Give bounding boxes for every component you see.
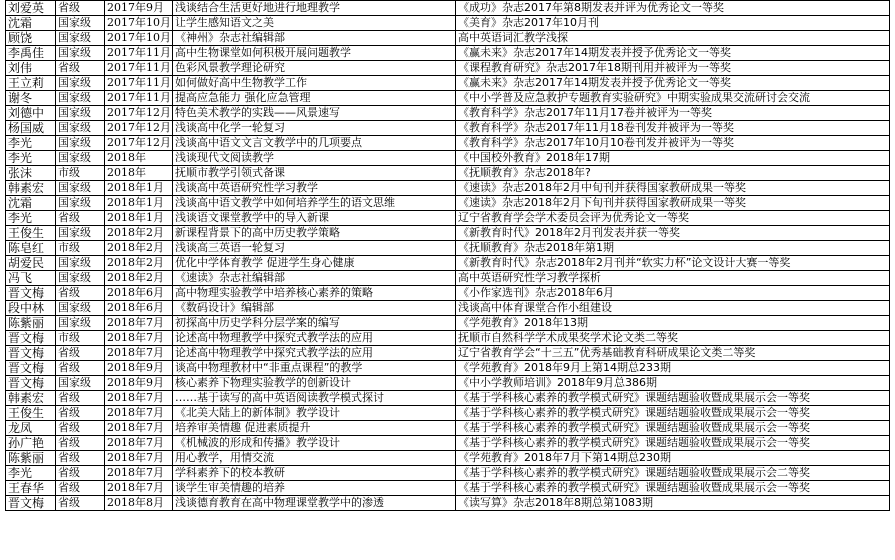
date-cell: 2018年9月 [105,376,173,391]
level-cell: 国家级 [56,151,105,166]
title-cell: 浅谈高中英语研究性学习教学 [173,181,456,196]
author-cell: 陈紫丽 [6,316,56,331]
title-cell: 核心素养下物理实验教学的创新设计 [173,376,456,391]
table-row [6,166,890,181]
level-cell: 国家级 [56,46,105,61]
level-cell: 国家级 [56,136,105,151]
date-cell: 2018年7月 [105,406,173,421]
title-cell: 《机械波的形成和传播》教学设计 [173,436,456,451]
date-cell: 2018年7月 [105,481,173,496]
author-cell: 冯飞 [6,271,56,286]
author-cell: 李光 [6,151,56,166]
author-cell: 李光 [6,466,56,481]
date-cell: 2018年9月 [105,361,173,376]
publication-cell: 《成功》杂志2017年第8期发表并评为优秀论文一等奖 [456,1,890,16]
table-row [6,31,890,46]
table-row [6,196,890,211]
level-cell: 省级 [56,211,105,226]
date-cell: 2018年7月 [105,451,173,466]
publication-cell: 《速读》杂志2018年2月中旬刊并获得国家教研成果一等奖 [456,181,890,196]
author-cell: 胡爱民 [6,256,56,271]
level-cell: 国家级 [56,376,105,391]
date-cell: 2018年7月 [105,346,173,361]
level-cell: 国家级 [56,31,105,46]
author-cell: 韩素宏 [6,181,56,196]
author-cell: 王俊生 [6,226,56,241]
author-cell: 晋文梅 [6,496,56,511]
date-cell: 2017年11月 [105,61,173,76]
title-cell: 提高应急能力 强化应急管理 [173,91,456,106]
level-cell: 国家级 [56,76,105,91]
publication-cell: 《基于学科核心素养的教学模式研究》课题结题验收暨成果展示会一等奖 [456,436,890,451]
table-row [6,391,890,406]
author-cell: 刘德中 [6,106,56,121]
publication-cell: 《基于学科核心素养的教学模式研究》课题结题验收暨成果展示会一等奖 [456,481,890,496]
level-cell: 市级 [56,166,105,181]
level-cell: 省级 [56,451,105,466]
publication-cell: 《新教育时代》2018年2月刊发表并获一等奖 [456,226,890,241]
date-cell: 2018年8月 [105,496,173,511]
papers-table-body [6,1,890,511]
author-cell: 张沫 [6,166,56,181]
level-cell: 省级 [56,61,105,76]
level-cell: 国家级 [56,181,105,196]
author-cell: 杨国威 [6,121,56,136]
title-cell: 高中生物课堂如何积极开展问题教学 [173,46,456,61]
level-cell: 省级 [56,286,105,301]
date-cell: 2017年11月 [105,46,173,61]
table-row [6,376,890,391]
author-cell: 晋文梅 [6,376,56,391]
publication-cell: 《基于学科核心素养的教学模式研究》课题结题验收暨成果展示会一等奖 [456,391,890,406]
author-cell: 沈霜 [6,16,56,31]
table-row [6,496,890,511]
table-row [6,46,890,61]
author-cell: 韩素宏 [6,391,56,406]
table-row [6,451,890,466]
title-cell: 用心教学，用情交流 [173,451,456,466]
level-cell: 省级 [56,481,105,496]
title-cell: 浅谈语文课堂教学中的导入新课 [173,211,456,226]
author-cell: 段中林 [6,301,56,316]
date-cell: 2018年7月 [105,331,173,346]
author-cell: 李光 [6,136,56,151]
level-cell: 国家级 [56,271,105,286]
date-cell: 2017年11月 [105,91,173,106]
publication-cell: 《抚顺教育》杂志2018年第1期 [456,241,890,256]
table-row [6,76,890,91]
date-cell: 2018年6月 [105,301,173,316]
date-cell: 2018年7月 [105,316,173,331]
level-cell: 省级 [56,466,105,481]
table-row [6,316,890,331]
title-cell: 《数码设计》编辑部 [173,301,456,316]
table-row [6,106,890,121]
publication-cell: 《速读》杂志2018年2月下旬刊并获得国家教研成果一等奖 [456,196,890,211]
date-cell: 2018年1月 [105,196,173,211]
date-cell: 2018年1月 [105,211,173,226]
publication-cell: 《新教育时代》杂志2018年2月刊并“软实力杯”论文设计大赛一等奖 [456,256,890,271]
author-cell: 王立莉 [6,76,56,91]
level-cell: 国家级 [56,91,105,106]
author-cell: 沈霜 [6,196,56,211]
author-cell: 李光 [6,211,56,226]
publication-cell: 《赢未来》杂志2017年14期发表并授予优秀论文一等奖 [456,46,890,61]
title-cell: 抚顺市教学引领式备课 [173,166,456,181]
level-cell: 国家级 [56,316,105,331]
table-row [6,481,890,496]
publication-cell: 《基于学科核心素养的教学模式研究》课题结题验收暨成果展示会一等奖 [456,406,890,421]
title-cell: 优化中学体育教学 促进学生身心健康 [173,256,456,271]
author-cell: 陈皂红 [6,241,56,256]
author-cell: 晋文梅 [6,361,56,376]
title-cell: 新课程背景下的高中历史教学策略 [173,226,456,241]
table-row [6,211,890,226]
level-cell: 省级 [56,496,105,511]
publication-cell: 《教育科学》杂志2017年11月18卷刊发并被评为一等奖 [456,121,890,136]
author-cell: 刘伟 [6,61,56,76]
title-cell: 浅谈高三英语一轮复习 [173,241,456,256]
level-cell: 省级 [56,1,105,16]
table-row [6,181,890,196]
level-cell: 市级 [56,331,105,346]
author-cell: 王俊生 [6,406,56,421]
title-cell: 浅谈德育教育在高中物理课堂教学中的渗透 [173,496,456,511]
publication-cell: 《基于学科核心素养的教学模式研究》课题结题验收暨成果展示会二等奖 [456,466,890,481]
title-cell: 《神州》杂志社编辑部 [173,31,456,46]
date-cell: 2017年12月 [105,136,173,151]
table-row [6,421,890,436]
table-row [6,301,890,316]
level-cell: 国家级 [56,301,105,316]
publication-cell: 《教育科学》杂志2017年10月10卷刊发并被评为一等奖 [456,136,890,151]
author-cell: 王春华 [6,481,56,496]
level-cell: 国家级 [56,256,105,271]
title-cell: 浅谈结合生活更好地进行地理教学 [173,1,456,16]
author-cell: 谢冬 [6,91,56,106]
level-cell: 省级 [56,421,105,436]
level-cell: 省级 [56,436,105,451]
title-cell: 浅谈高中语文文言文教学中的几项要点 [173,136,456,151]
publication-cell: 抚顺市自然科学学术成果奖学术论文类二等奖 [456,331,890,346]
publication-cell: 《学苑教育》2018年13期 [456,316,890,331]
table-row [6,121,890,136]
table-row [6,256,890,271]
author-cell: 陈紫丽 [6,451,56,466]
date-cell: 2018年2月 [105,256,173,271]
publication-cell: 浅谈高中体育课堂合作小组建设 [456,301,890,316]
level-cell: 国家级 [56,196,105,211]
title-cell: 《速读》杂志社编辑部 [173,271,456,286]
level-cell: 省级 [56,346,105,361]
title-cell: 浅谈高中语文教学中如何培养学生的语文思维 [173,196,456,211]
level-cell: 国家级 [56,106,105,121]
table-row [6,136,890,151]
title-cell: 初探高中历史学科分层学案的编写 [173,316,456,331]
publication-cell: 《学苑教育》2018年9月上第14期总233期 [456,361,890,376]
date-cell: 2018年7月 [105,466,173,481]
table-row [6,286,890,301]
table-row [6,226,890,241]
papers-table [5,0,890,511]
author-cell: 顾饶 [6,31,56,46]
publication-cell: 《美育》杂志2017年10月刊 [456,16,890,31]
title-cell: 如何做好高中生物教学工作 [173,76,456,91]
date-cell: 2017年12月 [105,106,173,121]
date-cell: 2017年9月 [105,1,173,16]
date-cell: 2017年12月 [105,121,173,136]
table-row [6,406,890,421]
author-cell: 龙凤 [6,421,56,436]
author-cell: 晋文梅 [6,346,56,361]
table-row [6,241,890,256]
publication-cell: 《课程教育研究》杂志2017年18期刊用并被评为一等奖 [456,61,890,76]
author-cell: 李禹佳 [6,46,56,61]
date-cell: 2018年2月 [105,226,173,241]
publication-cell: 《中国校外教育》2018年17期 [456,151,890,166]
publication-cell: 《中小学普及应急救护专题教育实验研究》中期实验成果交流研讨会交流 [456,91,890,106]
title-cell: 《北美大陆上的新体制》教学设计 [173,406,456,421]
table-row [6,61,890,76]
title-cell: 色彩风景教学理论研究 [173,61,456,76]
publication-cell: 辽宁省教育学会“十三五”优秀基础教育科研成果论文类二等奖 [456,346,890,361]
date-cell: 2018年7月 [105,436,173,451]
date-cell: 2018年7月 [105,391,173,406]
publication-cell: 《赢未来》杂志2017年14期发表并授予优秀论文一等奖 [456,76,890,91]
table-row [6,436,890,451]
title-cell: ……基于读写的高中英语阅读教学模式探讨 [173,391,456,406]
level-cell: 省级 [56,406,105,421]
title-cell: 让学生感知语文之美 [173,16,456,31]
date-cell: 2018年2月 [105,241,173,256]
date-cell: 2018年6月 [105,286,173,301]
publication-cell: 《小作家选刊》杂志2018年6月 [456,286,890,301]
author-cell: 孙广艳 [6,436,56,451]
title-cell: 学科素养下的校本教研 [173,466,456,481]
title-cell: 浅谈高中化学一轮复习 [173,121,456,136]
title-cell: 论述高中物理教学中探究式教学法的应用 [173,346,456,361]
publication-cell: 《抚顺教育》杂志2018年? [456,166,890,181]
table-row [6,346,890,361]
publication-cell: 辽宁省教育学会学术委员会评为优秀论文一等奖 [456,211,890,226]
level-cell: 国家级 [56,121,105,136]
title-cell: 高中物理实验教学中培养核心素养的策略 [173,286,456,301]
date-cell: 2017年11月 [105,76,173,91]
date-cell: 2017年10月 [105,16,173,31]
title-cell: 谈学生审美情趣的培养 [173,481,456,496]
publication-cell: 《读写算》杂志2018年8期总第1083期 [456,496,890,511]
date-cell: 2018年7月 [105,421,173,436]
publication-cell: 《中小学教师培训》2018年9月总386期 [456,376,890,391]
title-cell: 谈高中物理教材中“非重点课程”的教学 [173,361,456,376]
title-cell: 培养审美情趣 促进素质提升 [173,421,456,436]
level-cell: 省级 [56,391,105,406]
publication-cell: 《基于学科核心素养的教学模式研究》课题结题验收暨成果展示会一等奖 [456,421,890,436]
table-row [6,331,890,346]
date-cell: 2018年 [105,151,173,166]
level-cell: 省级 [56,361,105,376]
author-cell: 晋文梅 [6,286,56,301]
level-cell: 市级 [56,241,105,256]
title-cell: 浅谈现代文阅读教学 [173,151,456,166]
table-row [6,91,890,106]
table-row [6,1,890,16]
table-row [6,16,890,31]
table-row [6,361,890,376]
author-cell: 晋文梅 [6,331,56,346]
level-cell: 国家级 [56,226,105,241]
publication-cell: 《教育科学》杂志2017年11月17卷并被评为一等奖 [456,106,890,121]
publication-cell: 高中英语词汇教学浅探 [456,31,890,46]
table-row [6,151,890,166]
date-cell: 2018年1月 [105,181,173,196]
title-cell: 特色美术教学的实践——风景速写 [173,106,456,121]
title-cell: 论述高中物理教学中探究式教学法的应用 [173,331,456,346]
author-cell: 刘爱英 [6,1,56,16]
date-cell: 2017年10月 [105,31,173,46]
level-cell: 国家级 [56,16,105,31]
table-row [6,466,890,481]
publication-cell: 《学苑教育》2018年7月下第14期总230期 [456,451,890,466]
table-row [6,271,890,286]
date-cell: 2018年2月 [105,271,173,286]
publication-cell: 高中英语研究性学习教学探析 [456,271,890,286]
date-cell: 2018年 [105,166,173,181]
